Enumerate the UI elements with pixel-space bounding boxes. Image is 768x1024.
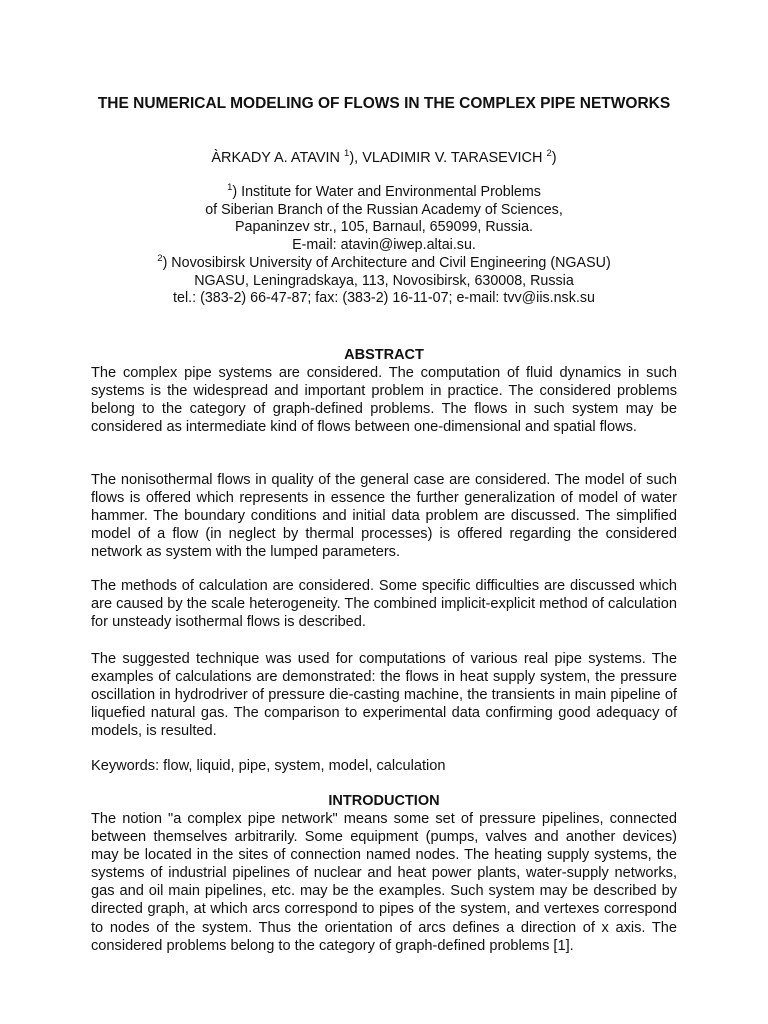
- affiliation-1-institute: ) Institute for Water and Environmental Problems: [232, 184, 541, 200]
- affiliation-2-line-1: [91, 255, 677, 273]
- author-1-name: ÀRKADY A. ATAVIN: [211, 150, 341, 166]
- abstract-paragraph-3: The methods of calculation are considered. Some specific difficulties are discussed which are caused by the scale heterogeneity. The combined implicit-explicit method of calculation for unsteady isothermal flows is described.: [91, 578, 677, 631]
- keywords: Keywords: flow, liquid, pipe, system, model, calculation: [91, 758, 446, 774]
- abstract-paragraph-1: The complex pipe systems are considered. The computation of fluid dynamics in such systems is the widespread and important problem in practice. The considered problems belong to the category of graph-defined problems. The flows in such system may be considered as intermediate kind of flows between one-dimensional and spatial flows.: [91, 365, 677, 436]
- author-2-mark: 2: [546, 148, 552, 160]
- affiliation-1-line-3: Papaninzev str., 105, Barnaul, 659099, Russia.: [234, 219, 534, 236]
- paper-title: THE NUMERICAL MODELING OF FLOWS IN THE COMPLEX PIPE NETWORKS: [97, 95, 671, 112]
- affiliations: [91, 184, 677, 308]
- affiliation-1-mark: 1: [227, 182, 233, 194]
- affiliation-2-line-2: NGASU, Leningradskaya, 113, Novosibirsk, 630008, Russia: [194, 272, 574, 289]
- affiliation-1-email: E-mail: atavin@iwep.altai.su.: [292, 237, 476, 254]
- affiliation-2-contact: tel.: (383-2) 66-47-87; fax: (383-2) 16-11-07; e-mail: tvv@iis.nsk.su: [173, 290, 595, 307]
- introduction-heading: INTRODUCTION: [328, 793, 440, 809]
- author-1-suffix: ),: [349, 150, 363, 166]
- abstract-paragraph-4: The suggested technique was used for computations of various real pipe systems. The examples of calculations are demonstrated: the flows in heat supply system, the pressure oscillation in hydrodriver of pressure die-casting machine, the transients in main pipeline of liquefied natural gas. The comparison to experimental data confirming good adequacy of models, is resulted.: [91, 651, 677, 740]
- affiliation-1-line-1: [91, 184, 677, 202]
- affiliation-2-institute: ) Novosibirsk University of Architecture and Civil Engineering (NGASU): [162, 254, 611, 271]
- abstract-paragraph-2: The nonisothermal flows in quality of the general case are considered. The model of such flows is offered which represents in essence the further generalization of model of water hammer. The boundary conditions and initial data problem are discussed. The simplified model of a flow (in neglect by thermal processes) is offered regarding the considered network as system with the lumped parameters.: [91, 472, 677, 561]
- author-line: [91, 148, 677, 168]
- author-2-name: VLADIMIR V. TARASEVICH: [362, 150, 543, 166]
- author-2-suffix: ): [551, 150, 557, 166]
- abstract-heading: ABSTRACT: [344, 347, 424, 363]
- introduction-paragraph-1: The notion "a complex pipe network" means some set of pressure pipelines, connected between themselves arbitrarily. Some equipment (pumps, valves and another devices) may be located in the sites of connection named nodes. The heating supply systems, the systems of industrial pipelines of nuclear and heat power plants, water-supply networks, gas and oil main pipelines, etc. may be the examples. Such system may be described by directed graph, at which arcs correspond to pipes of the system, and vertexes correspond to nodes of the system. Thus the orientation of arcs defines a direction of x axis. The considered problems belong to the category of graph-defined problems [1].: [91, 811, 677, 954]
- affiliation-2-mark: 2: [157, 253, 163, 265]
- author-1-mark: 1: [344, 148, 350, 160]
- affiliation-1-line-2: of Siberian Branch of the Russian Academy of Sciences,: [205, 201, 563, 218]
